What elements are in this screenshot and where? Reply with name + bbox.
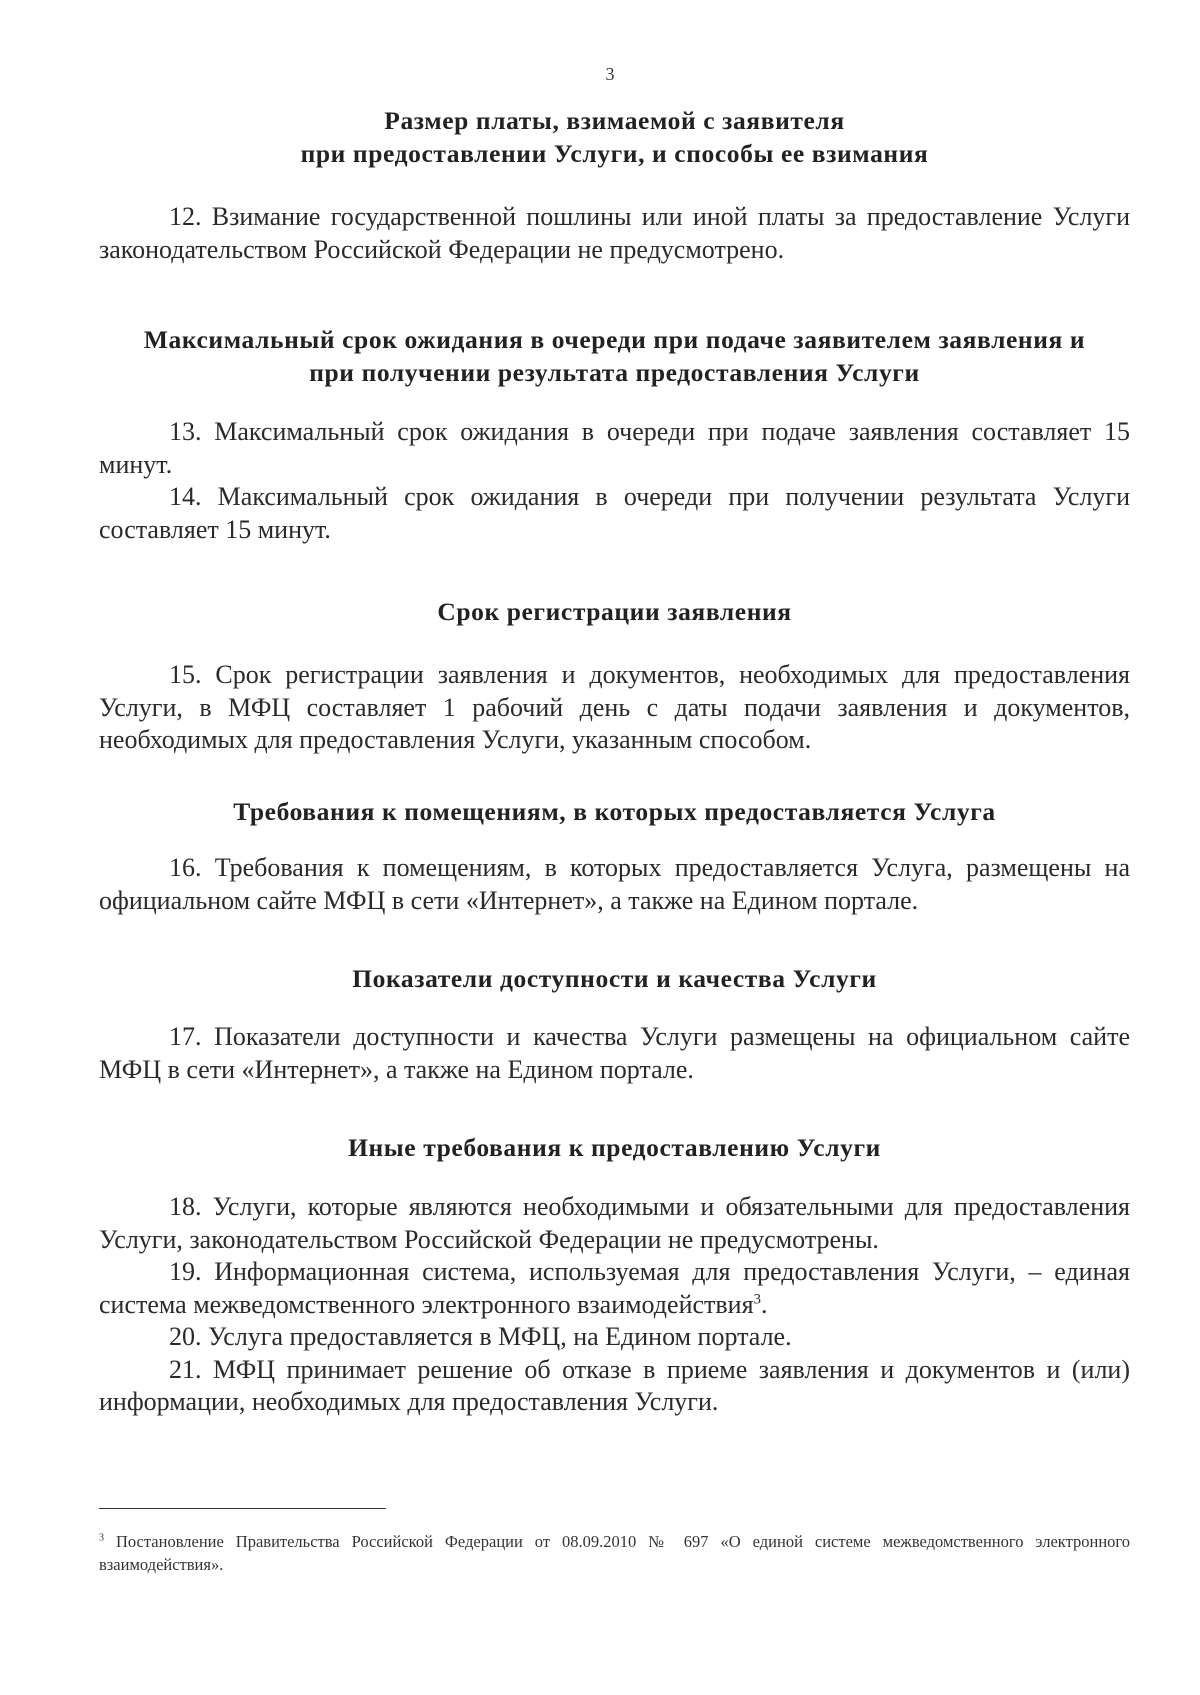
paragraph-12: 12. Взимание государственной пошлины или иной платы за предоставление Услуги законодательством Российской Федерации не предусмотрено. — [99, 202, 1130, 264]
paragraph-19-text: 19. Информационная система, используемая для предоставления Услуги, – единая система межведомственного электронного взаимодействия — [99, 1257, 1130, 1319]
paragraph-20: 20. Услуга предоставляется в МФЦ, на Едином портале. — [169, 1322, 792, 1351]
footnote-marker: 3 — [99, 1532, 104, 1544]
section-heading — [99, 595, 1130, 628]
section-heading — [99, 104, 1130, 170]
paragraph-19 — [99, 1256, 1130, 1321]
section-heading — [99, 1131, 1130, 1164]
paragraph-17: 17. Показатели доступности и качества Услуги размещены на официальном сайте МФЦ в сети «Интернет», а также на Едином портале. — [99, 1022, 1130, 1084]
paragraph-18: 18. Услуги, которые являются необходимыми и обязательными для предоставления Услуги, законодательством Российской Федерации не предусмотрены. — [99, 1192, 1130, 1254]
heading-line: Иные требования к предоставлению Услуги — [348, 1133, 881, 1162]
section-queue-time — [99, 323, 1130, 546]
paragraph-21: 21. МФЦ принимает решение об отказе в приеме заявления и документов и (или) информации, необходимых для предоставления Услуги. — [99, 1354, 1130, 1416]
heading-line: Максимальный срок ожидания в очереди при подаче заявителем заявления и — [143, 325, 1086, 354]
paragraph-13: 13. Максимальный срок ожидания в очереди при подаче заявления составляет 15 минут. — [99, 417, 1130, 479]
section-other-requirements — [99, 1131, 1130, 1419]
footnote-reference: 3 — [753, 1290, 762, 1307]
section-accessibility — [99, 962, 1130, 1086]
heading-line: Размер платы, взимаемой с заявителя — [384, 106, 845, 135]
section-registration-term — [99, 595, 1130, 757]
section-heading — [99, 962, 1130, 995]
section-fee — [99, 104, 1130, 266]
page-number: 3 — [605, 64, 615, 84]
heading-line: при получении результата предоставления Услуги — [309, 358, 920, 387]
heading-line: Показатели доступности и качества Услуги — [352, 964, 877, 993]
section-heading — [99, 795, 1130, 828]
heading-line: Требования к помещениям, в которых предоставляется Услуга — [233, 797, 996, 826]
heading-line: Срок регистрации заявления — [437, 597, 792, 626]
footnote — [99, 1530, 1130, 1576]
section-premises — [99, 795, 1130, 917]
heading-line: при предоставлении Услуги, и способы ее взимания — [300, 139, 929, 168]
paragraph-15: 15. Срок регистрации заявления и документов, необходимых для предоставления Услуги, в МФЦ составляет 1 рабочий день с даты подачи заявления и документов, необходимых для предоставления Услуги, указанным способом. — [99, 660, 1130, 754]
paragraph-19-end: . — [761, 1289, 768, 1319]
paragraph-16: 16. Требования к помещениям, в которых предоставляется Услуга, размещены на официальном сайте МФЦ в сети «Интернет», а также на Едином портале. — [99, 853, 1130, 915]
section-heading — [99, 323, 1130, 389]
footnote-separator — [99, 1508, 386, 1509]
footnote-text: Постановление Правительства Российской Федерации от 08.09.2010 № 697 «О единой системе межведомственного электронного взаимодействия». — [99, 1532, 1131, 1574]
paragraph-14: 14. Максимальный срок ожидания в очереди при получении результата Услуги составляет 15 минут. — [99, 482, 1130, 544]
